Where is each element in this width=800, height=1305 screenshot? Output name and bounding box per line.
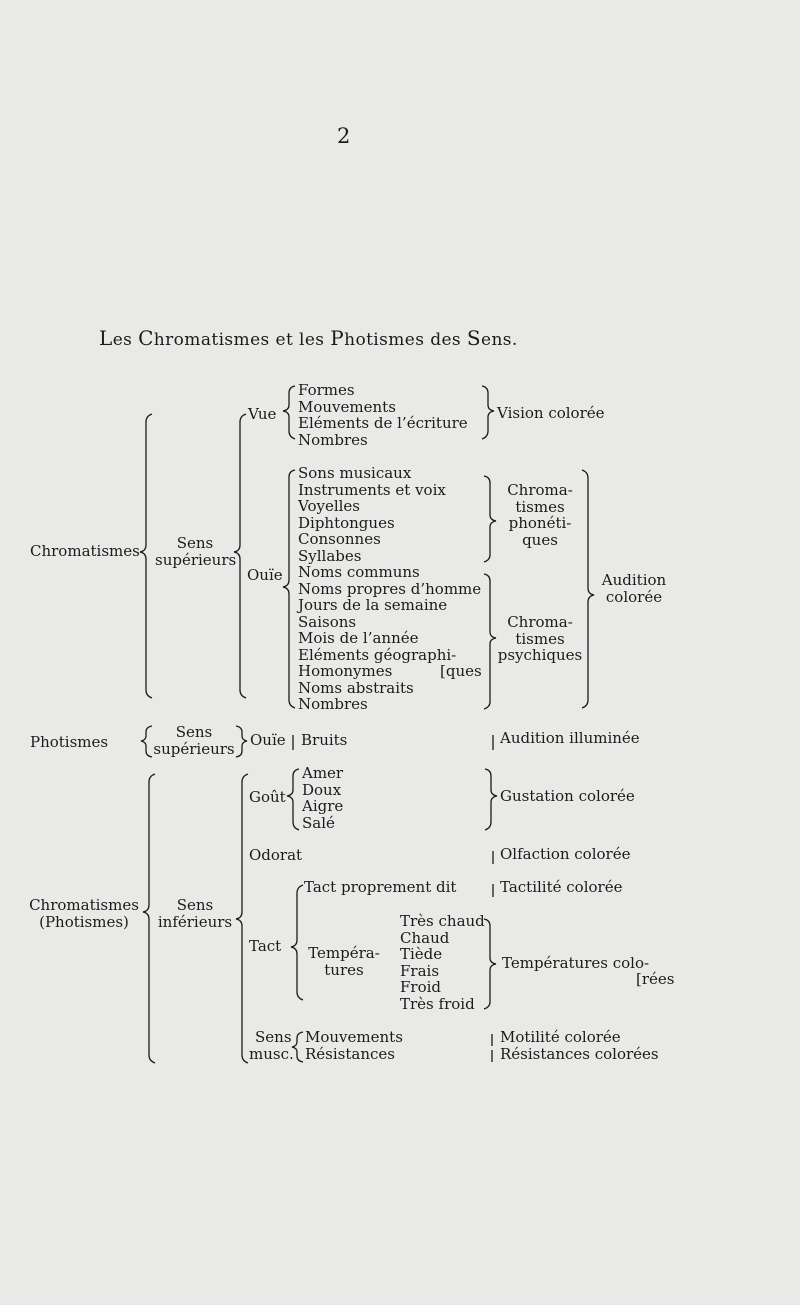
musc-results: Motilité colorée Résistances colorées [500, 1028, 659, 1063]
ouie-brace [283, 470, 295, 708]
vision-coloree: Vision colorée [497, 404, 605, 422]
chromatismes-psychiques: Chroma- tismes psychiques [497, 613, 583, 664]
ouie-label: Ouïe [247, 566, 283, 584]
temperatures-brace [484, 919, 496, 1009]
vue-label: Vue [248, 405, 277, 423]
page-title: Les Chromatismes et les Photismes des Sens. [99, 326, 518, 350]
tactilite-coloree: Tactilité colorée [500, 878, 623, 896]
gout-right-brace [485, 769, 497, 830]
sens-inferieurs-brace [236, 774, 248, 1063]
photismes-label: Photismes [30, 733, 109, 751]
musc-items: Mouvements Résistances [305, 1028, 403, 1063]
gout-label: Goût [249, 788, 286, 806]
musc-brace [292, 1032, 303, 1062]
chromatismes-brace [140, 414, 152, 698]
page-number: 2 [337, 124, 351, 148]
chromatismes-label: Chromatismes [30, 542, 140, 560]
chromatismes2-label: Chromatismes (Photismes) [29, 896, 139, 931]
audition-illuminee: Audition illuminée [500, 729, 640, 747]
sens-inferieurs: Sens inférieurs [157, 896, 233, 931]
chromatismes-phonetiques: Chroma- tismes phonéti- ques [507, 481, 573, 549]
chromatismes2-brace [143, 774, 155, 1063]
gustation-coloree: Gustation colorée [500, 787, 635, 805]
vue-right-brace [482, 386, 494, 439]
gout-brace [287, 769, 299, 830]
vue-items: Formes Mouvements Eléments de l’écriture Nombres [298, 381, 468, 449]
audition-coloree: Audition colorée [601, 571, 667, 606]
photismes-right-brace [236, 726, 247, 757]
odorat-label: Odorat [249, 846, 303, 864]
temperatures-colorees: Températures colo- [502, 954, 650, 972]
vue-brace [283, 386, 295, 439]
psychiques-brace [484, 574, 496, 709]
gout-items: Amer Doux Aigre Salé [302, 764, 344, 832]
temperature-items: Très chaud Chaud Tiède Frais Froid Très froid [400, 912, 485, 1013]
sens-superieurs-brace [234, 414, 246, 698]
ouie-items-cont: [ques [440, 662, 482, 680]
tact-label: Tact [249, 937, 282, 955]
sens-musc-label: Sens musc. [249, 1028, 294, 1063]
tact-proprement-dit: Tact proprement dit [304, 878, 457, 896]
bruits: Bruits [301, 731, 348, 749]
ouie-items: Sons musicaux Instruments et voix Voyelles Diphtongues Consonnes Syllabes Noms communs Noms propres d’homme Jours de la semaine Saisons Mois de l’année Eléments géographi- Homonymes Noms abstraits Nombres [298, 464, 482, 713]
olfaction-coloree: Olfaction colorée [500, 845, 631, 863]
temperatures-colorees-cont: [rées [636, 970, 675, 988]
photismes-left-brace [141, 726, 152, 757]
phonetiques-brace [484, 476, 496, 562]
photismes-ouie: Ouïe [250, 731, 286, 749]
tact-brace [291, 885, 303, 1000]
sens-superieurs-label: Sens supérieurs [155, 534, 237, 569]
audition-brace [582, 470, 594, 708]
temperatures-label: Tempéra- tures [308, 944, 380, 979]
photismes-sens: Sens supérieurs [153, 723, 235, 758]
